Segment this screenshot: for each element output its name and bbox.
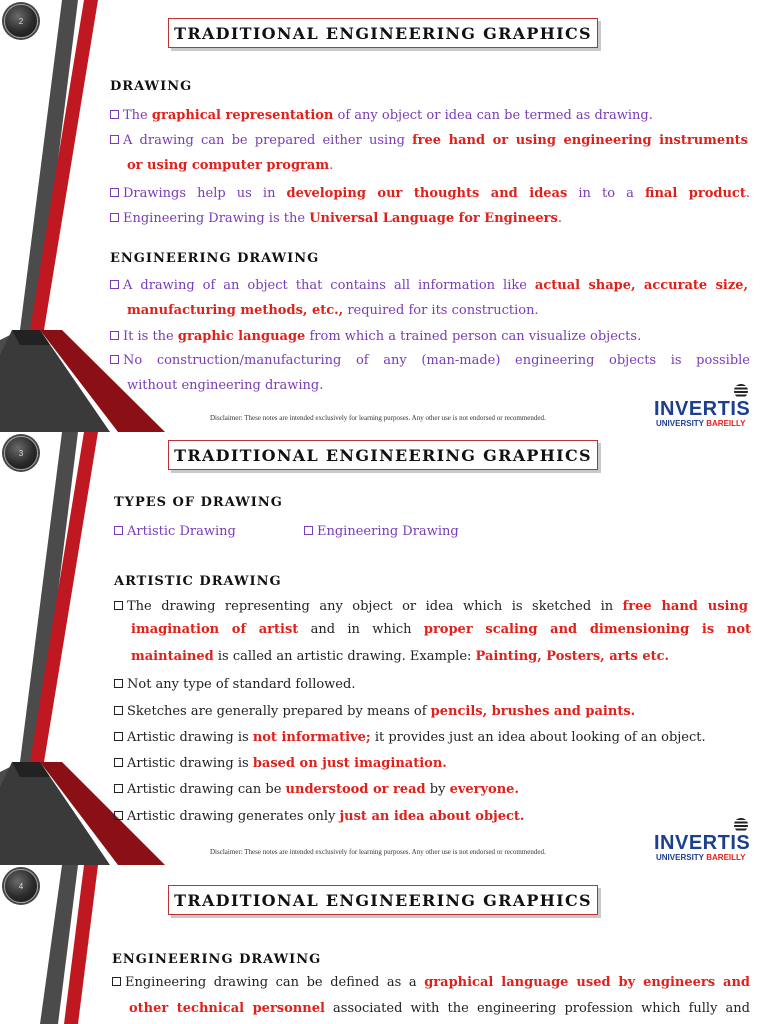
page-number-badge: 3 bbox=[4, 436, 38, 470]
university-logo bbox=[654, 818, 762, 864]
body-text: associated with the engineering profession which fully and bbox=[324, 1001, 750, 1016]
bullet-drawing-2 bbox=[110, 133, 748, 149]
body-text: of any object or idea can be termed as drawing. bbox=[333, 108, 653, 123]
body-text: Engineering drawing can be defined as a bbox=[125, 975, 425, 990]
body-text: The drawing representing any object or idea which is sketched in bbox=[127, 599, 623, 614]
bullet-drawing-3 bbox=[110, 186, 750, 202]
body-text: by bbox=[425, 782, 450, 797]
page-number-badge: 2 bbox=[4, 4, 38, 38]
body-text: from which a trained person can visualize objects. bbox=[305, 329, 642, 344]
checkbox-bullet-icon bbox=[114, 732, 123, 741]
section-heading-engineering-drawing: ENGINEERING DRAWING bbox=[112, 952, 322, 967]
body-text: and in which bbox=[298, 622, 424, 637]
highlight-text: free hand or using engineering instruments bbox=[412, 133, 748, 148]
highlight-text: graphical language used by engineers and bbox=[424, 975, 751, 990]
bullet-drawing-1 bbox=[110, 108, 653, 124]
highlight-text: based on just imagination. bbox=[252, 756, 447, 771]
highlight-text: final product bbox=[645, 186, 746, 201]
highlight-text: free hand using bbox=[622, 599, 748, 614]
checkbox-bullet-icon bbox=[110, 331, 119, 340]
bullet-drawing-2-cont bbox=[127, 158, 333, 174]
highlight-text: understood or read bbox=[285, 782, 426, 797]
checkbox-bullet-icon bbox=[114, 784, 123, 793]
bullet-art-3 bbox=[114, 704, 635, 720]
section-heading-artistic: ARTISTIC DRAWING bbox=[114, 574, 282, 589]
highlight-text: maintained bbox=[131, 649, 214, 664]
bullet-art-1-cont2 bbox=[131, 649, 669, 665]
checkbox-bullet-icon bbox=[114, 811, 123, 820]
highlight-text: graphical representation bbox=[151, 108, 334, 123]
checkbox-bullet-icon bbox=[114, 601, 123, 610]
body-text: required for its construction. bbox=[343, 303, 539, 318]
checkbox-bullet-icon bbox=[110, 188, 119, 197]
body-text: A drawing of an object that contains all information like bbox=[123, 278, 535, 293]
slide-3 bbox=[0, 432, 768, 865]
bullet-art-1-cont bbox=[131, 622, 751, 638]
bullet-art-2 bbox=[114, 677, 355, 693]
highlight-text: Universal Language for Engineers bbox=[309, 211, 558, 226]
disclaimer: Disclaimer: These notes are intended exclusively for learning purposes. Any other use is not endorsed or recommended. bbox=[210, 848, 546, 856]
body-text: . bbox=[329, 158, 334, 173]
section-heading-drawing: DRAWING bbox=[110, 79, 193, 94]
logo-name: INVERTIS bbox=[654, 398, 751, 420]
highlight-text: developing our thoughts and ideas bbox=[286, 186, 568, 201]
body-text: A drawing can be prepared either using bbox=[123, 133, 413, 148]
body-text: Artistic drawing can be bbox=[127, 782, 286, 797]
checkbox-bullet-icon bbox=[112, 977, 121, 986]
highlight-text: everyone. bbox=[449, 782, 519, 797]
highlight-text: not informative; bbox=[252, 730, 371, 745]
highlight-text: proper scaling and dimensioning is not bbox=[423, 622, 751, 637]
body-text: Drawings help us in bbox=[123, 186, 287, 201]
section-heading-types: TYPES OF DRAWING bbox=[114, 495, 283, 510]
slide-title: TRADITIONAL ENGINEERING GRAPHICS bbox=[168, 885, 598, 915]
checkbox-bullet-icon bbox=[110, 110, 119, 119]
highlight-text: Painting, Posters, arts etc. bbox=[475, 649, 670, 664]
bullet-art-4 bbox=[114, 730, 706, 746]
page-number-badge: 4 bbox=[4, 869, 38, 903]
checkbox-bullet-icon bbox=[110, 280, 119, 289]
checkbox-bullet-icon bbox=[114, 706, 123, 715]
highlight-text: actual shape, accurate size, bbox=[534, 278, 748, 293]
bullet-eng-def-1-cont bbox=[129, 1001, 750, 1017]
highlight-text: pencils, brushes and paints. bbox=[430, 704, 636, 719]
highlight-text: manufacturing methods, etc., bbox=[127, 303, 344, 318]
logo-subtitle: UNIVERSITY BAREILLY bbox=[656, 419, 746, 428]
type-engineering: Engineering Drawing bbox=[304, 524, 459, 540]
bullet-art-1 bbox=[114, 599, 748, 615]
disclaimer: Disclaimer: These notes are intended exclusively for learning purposes. Any other use is not endorsed or recommended. bbox=[210, 414, 546, 422]
type-artistic: Artistic Drawing bbox=[114, 524, 236, 540]
body-text: . bbox=[557, 211, 562, 226]
globe-icon bbox=[734, 384, 748, 398]
body-text: it provides just an idea about looking of an object. bbox=[370, 730, 706, 745]
highlight-text: graphic language bbox=[177, 329, 306, 344]
highlight-text: imagination of artist bbox=[131, 622, 299, 637]
bullet-eng-def-1 bbox=[112, 975, 750, 991]
checkbox-bullet-icon bbox=[114, 526, 123, 535]
checkbox-bullet-icon bbox=[110, 355, 119, 364]
body-text: in to a bbox=[567, 186, 646, 201]
globe-icon bbox=[734, 818, 748, 832]
checkbox-bullet-icon bbox=[110, 213, 119, 222]
checkbox-bullet-icon bbox=[304, 526, 313, 535]
body-text: Not any type of standard followed. bbox=[127, 677, 356, 692]
bullet-eng-1-cont bbox=[127, 303, 539, 319]
highlight-text: or using computer program bbox=[127, 158, 330, 173]
body-text: The bbox=[123, 108, 152, 123]
highlight-text: just an idea about object. bbox=[339, 809, 525, 824]
bullet-eng-3-cont bbox=[127, 378, 323, 394]
checkbox-bullet-icon bbox=[110, 135, 119, 144]
highlight-text: other technical personnel bbox=[129, 1001, 325, 1016]
body-text: without engineering drawing. bbox=[127, 378, 324, 393]
logo-name: INVERTIS bbox=[654, 832, 751, 854]
bullet-art-6 bbox=[114, 782, 519, 798]
university-logo bbox=[654, 384, 762, 430]
body-text: . bbox=[745, 186, 750, 201]
body-text: Artistic drawing is bbox=[127, 756, 253, 771]
slide-title: TRADITIONAL ENGINEERING GRAPHICS bbox=[168, 440, 598, 470]
body-text: is called an artistic drawing. Example: bbox=[213, 649, 476, 664]
body-text: Artistic drawing generates only bbox=[127, 809, 340, 824]
slide-2 bbox=[0, 0, 768, 432]
bullet-eng-1 bbox=[110, 278, 748, 294]
body-text: Engineering Drawing is the bbox=[123, 211, 310, 226]
bullet-art-7 bbox=[114, 809, 524, 825]
slide-title: TRADITIONAL ENGINEERING GRAPHICS bbox=[168, 18, 598, 48]
body-text: Sketches are generally prepared by means of bbox=[127, 704, 431, 719]
bullet-eng-3 bbox=[110, 353, 750, 369]
bullet-art-5 bbox=[114, 756, 447, 772]
section-heading-engineering-drawing: ENGINEERING DRAWING bbox=[110, 251, 320, 266]
body-text: No construction/manufacturing of any (man-made) engineering objects is possible bbox=[123, 353, 750, 368]
bullet-eng-2 bbox=[110, 329, 641, 345]
logo-subtitle: UNIVERSITY BAREILLY bbox=[656, 853, 746, 862]
checkbox-bullet-icon bbox=[114, 758, 123, 767]
bullet-drawing-4 bbox=[110, 211, 562, 227]
slide-4 bbox=[0, 865, 768, 1024]
checkbox-bullet-icon bbox=[114, 679, 123, 688]
body-text: Artistic drawing is bbox=[127, 730, 253, 745]
body-text: It is the bbox=[123, 329, 178, 344]
